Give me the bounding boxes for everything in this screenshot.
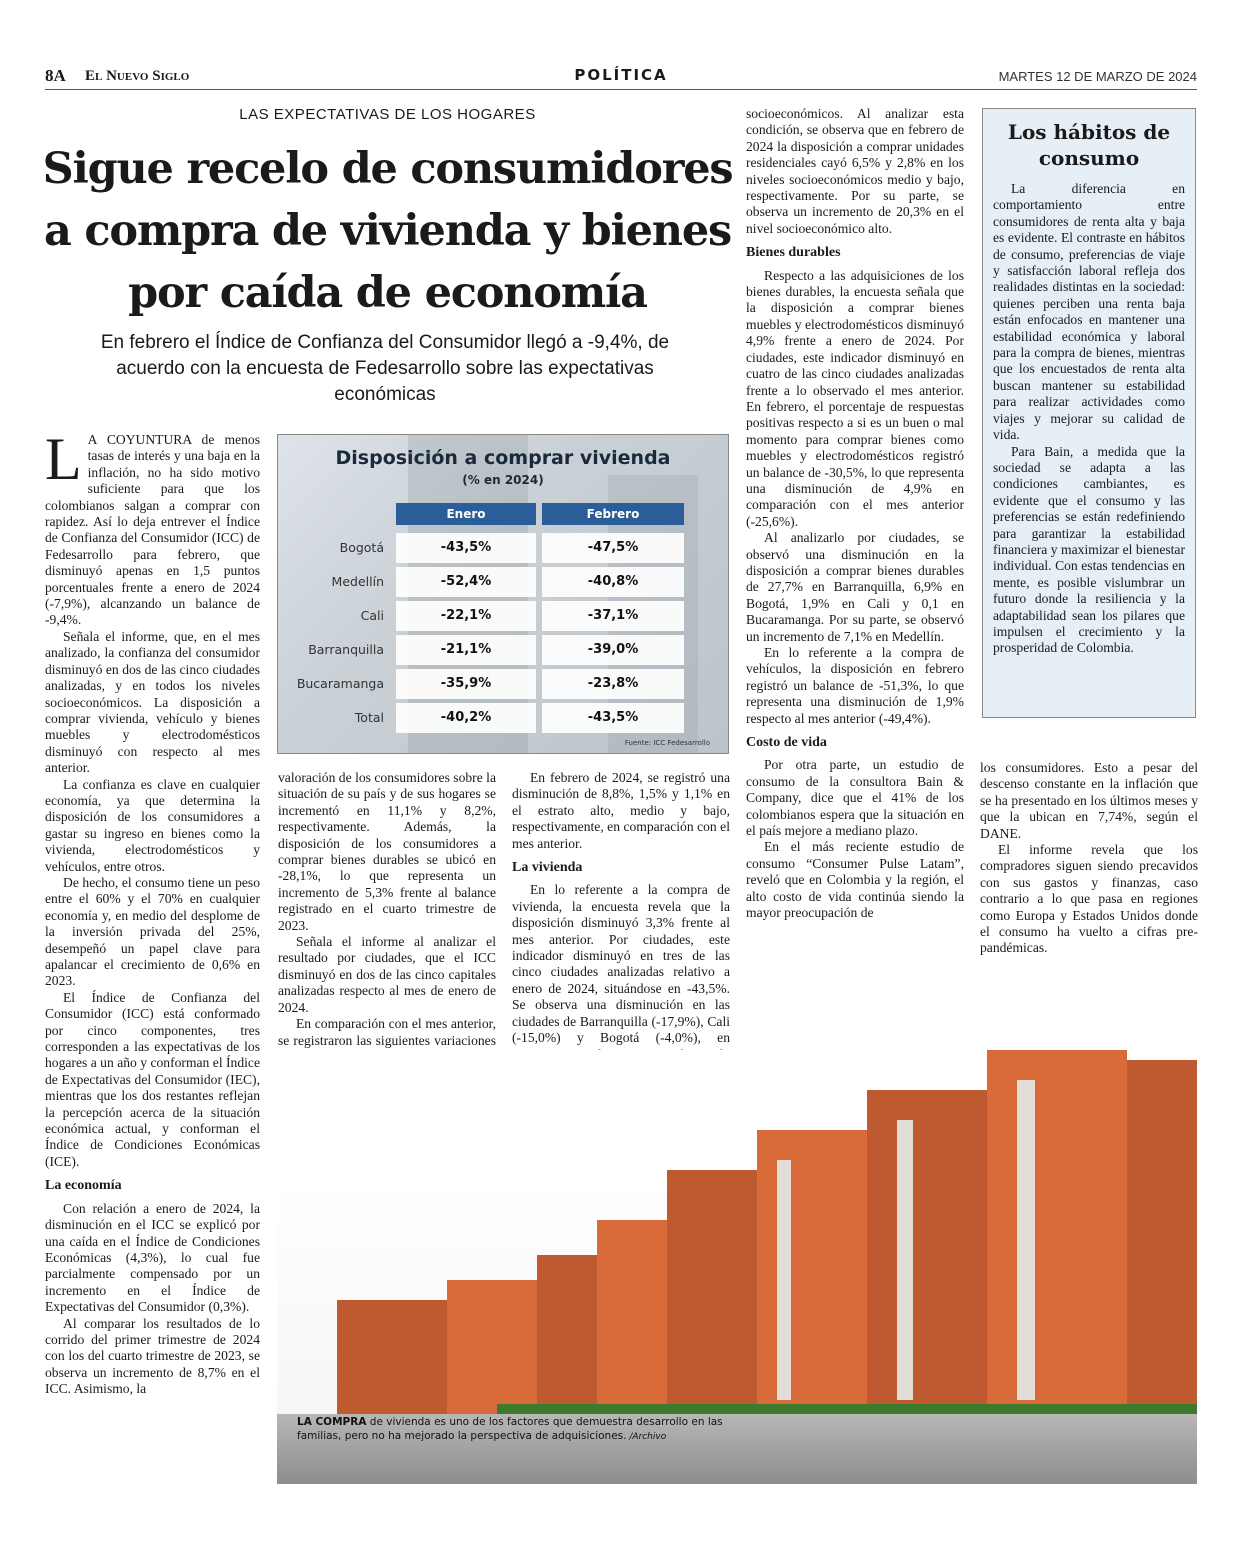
- building: [667, 1170, 757, 1440]
- subheading-vivienda: La vivienda: [512, 860, 583, 876]
- city-label: Total: [354, 710, 384, 725]
- table-row: [278, 565, 729, 599]
- section-name: POLÍTICA: [574, 66, 668, 84]
- cell-febrero: -23,8%: [542, 669, 684, 699]
- table-row: [278, 667, 729, 701]
- article-paragraph: En comparación con el mes anterior, se registraron las siguientes variaciones: [278, 1016, 496, 1048]
- table-row: [278, 701, 729, 735]
- article-headline: Sigue recelo de consumidores a compra de vivienda y bienes por caída de economía: [42, 144, 733, 318]
- sidebar-title: Los hábitos de consumo: [1007, 120, 1171, 170]
- article-paragraph: Señala el informe, que, en el mes analizado, la confianza del consumidor disminuyó en dos de las cinco ciudades analizadas, y en todos los niveles socioeconómicos. La disposición a comprar vivienda, vehículo y bienes muebles y electrodomésticos disminuyó con respecto al mes anterior.: [45, 628, 260, 776]
- window-column: [777, 1160, 791, 1400]
- page-header: [45, 66, 1197, 90]
- city-label: Cali: [360, 608, 384, 623]
- newspaper-name: El Nuevo Siglo: [85, 68, 190, 84]
- article-paragraph: Respecto a las adquisiciones de los bienes durables, la encuesta señala que la disposición a comprar bienes muebles y electrodomésticos disminuyó 4,9% frente a enero de 2024. Por ciudades, este indicador disminuyó en cuatro de las cinco ciudades analizadas frente a lo observado el mes anterior. En febrero, el porcentaje de respuestas positivas respecto a si es un buen o mal momento para comprar bienes como muebles y electrodomésticos registró un balance de -30,5%, lo que representa una disminución de 4,9% en comparación con el mes anterior (-25,6%).: [746, 267, 964, 529]
- article-paragraph: los consumidores. Esto a pesar del descenso constante en la inflación que se ha presentado en los últimos meses y que la ubican en 7,74%, según el DANE.: [980, 760, 1198, 841]
- article-paragraph: En febrero de 2024, se registró una disminución de 8,8%, 1,5% y 1,1% en el estrato alto, medio y bajo, respectivamente, en comparación con el mes anterior.: [512, 770, 730, 851]
- article-paragraph: En el más reciente estudio de consumo “Consumer Pulse Latam”, reveló que en Colombia y la región, el alto costo de vida continúa siendo la mayor preocupación de: [746, 839, 964, 921]
- article-paragraph: Al analizarlo por ciudades, se observó una disminución en la disposición a comprar bienes durables de 27,7% en Barranquilla, 6,9% en Bogotá, 1,9% en Cali y 0,1 en Bucaramanga. Por su parte, se observó un incremento de 7,1% en Medellín.: [746, 530, 964, 644]
- table-row: [278, 599, 729, 633]
- window-column: [1017, 1080, 1035, 1400]
- column-header-enero: Enero: [396, 503, 536, 525]
- city-label: Barranquilla: [308, 642, 384, 657]
- building: [867, 1090, 987, 1440]
- cell-enero: -21,1%: [396, 635, 536, 665]
- housing-photo: [277, 1050, 1197, 1484]
- cell-febrero: -39,0%: [542, 635, 684, 665]
- chart-subtitle: (% en 2024): [462, 473, 544, 487]
- building: [987, 1050, 1127, 1440]
- article-paragraph: valoración de los consumidores sobre la situación de su país y de sus hogares se incrementó en 11,1% y 8,2%, respectivamente. Además, la disposición de los consumidores a comprar bienes durables se ubicó en -28,1%, lo que representa un incremento de 5,3% frente al balance registrado en el cuarto trimestre de 2023.: [278, 770, 496, 933]
- drop-cap: L: [45, 426, 82, 492]
- column-header-febrero: Febrero: [542, 503, 684, 525]
- article-paragraph: L A COYUNTURA de menos tasas de interés y una baja en la inflación, no ha sido motivo suficiente para que los colombianos salgan a comprar con rapidez. Así lo deja entrever el Índice de Confianza del Consumidor (ICC) de Fedesarrollo para febrero, que disminuyó apenas en 1,5 puntos porcentuales frente a enero de 2024 (-7,9%), alcanzando un balance de -9,4%.: [45, 426, 260, 628]
- article-deck: En febrero el Índice de Confianza del Consumidor llegó a -9,4%, de acuerdo con la encuesta de Fedesarrollo sobre las expectativas económicas: [100, 332, 670, 405]
- article-paragraph: Señala el informe al analizar el resultado por ciudades, que el ICC disminuyó en dos de las cinco capitales analizadas respecto al mes de enero de 2024.: [278, 934, 496, 1015]
- sidebar-box: [982, 108, 1196, 718]
- chart-title: Disposición a comprar vivienda: [335, 447, 671, 469]
- window-column: [897, 1120, 913, 1400]
- article-paragraph: La confianza es clave en cualquier economía, ya que determina la disposición de los consumidores a gastar su ingreso en bienes como la vivienda, electrodomésticos y vehículos, entre otros.: [45, 776, 260, 874]
- subheading-economia: La economía: [45, 1178, 122, 1194]
- subheading-costo-de-vida: Costo de vida: [746, 735, 827, 751]
- article-column-1: [45, 426, 260, 1398]
- building: [597, 1220, 667, 1435]
- article-column-4: [746, 106, 964, 922]
- cell-febrero: -40,8%: [542, 567, 684, 597]
- table-row: [278, 531, 729, 565]
- city-label: Bogotá: [339, 540, 384, 555]
- cell-enero: -52,4%: [396, 567, 536, 597]
- table-row: [278, 633, 729, 667]
- article-paragraph: En lo referente a la compra de vehículos, la disposición en febrero registró un balance de -51,3%, lo que representa una disminución de 1,9% respecto al mes anterior (-49,4%).: [746, 645, 964, 726]
- cell-enero: -40,2%: [396, 703, 536, 733]
- article-paragraph: Con relación a enero de 2024, la disminución en el ICC se explicó por una caída en el Índice de Condiciones Económicas (4,3%), lo cual fue parcialmente compensado por un incremento en el Índice de Expectativas del Consumidor (0,3%).: [45, 1200, 260, 1315]
- cell-enero: -22,1%: [396, 601, 536, 631]
- page-number: 8A: [45, 66, 66, 85]
- building: [757, 1130, 867, 1440]
- article-paragraph: El informe revela que los compradores siguen siendo precavidos con sus gastos y finanzas, caso contrario a lo que pasa en regiones como Europa y Estados Unidos donde el consumo ha vuelto a cifras pre-pandémicas.: [980, 842, 1198, 956]
- photo-caption: LA COMPRA de vivienda es uno de los factores que demuestra desarrollo en las familias, pero no ha mejorado la perspectiva de adquisiciones. /Archivo: [297, 1416, 723, 1442]
- article-paragraph: Al comparar los resultados de lo corrido del primer trimestre de 2024 con los del cuarto trimestre de 2023, se observa un incremento de 8,7% en el ICC. Asimismo, la: [45, 1315, 260, 1397]
- city-label: Bucaramanga: [296, 676, 384, 691]
- article-paragraph: Por otra parte, un estudio de consumo de la consultora Bain & Company, dice que el 41% de los colombianos espera que la situación en el país mejore a mediano plazo.: [746, 757, 964, 839]
- article-paragraph: El Índice de Confianza del Consumidor (ICC) está conformado por cinco componentes, tres corresponden a las expectativas de los hogares a un año y conforman el Índice de Expectativas del Consumidor (IEC), mientras que los dos restantes reflejan la percepción acerca de la situación económica actual, y conforman el Índice de Condiciones Económicas (ICE).: [45, 989, 260, 1169]
- article-paragraph: De hecho, el consumo tiene un peso entre el 60% y el 70% en cualquier economía y, en medio del desplome de la inversión privada del 25%, desempeñó un papel clave para apalancar el crecimiento de 0,6% en 2023.: [45, 874, 260, 989]
- cell-febrero: -47,5%: [542, 533, 684, 563]
- cell-febrero: -37,1%: [542, 601, 684, 631]
- sidebar-paragraph: Para Bain, a medida que la sociedad se adapta a las condiciones cambiantes, es evidente que el consumo y las preferencias se están redefiniendo para garantizar la estabilidad financiera y maximizar el bienestar individual. Con estas tendencias en mente, es posible vislumbrar un futuro donde la resiliencia y la adaptabilidad sean los pilares que impulsen el crecimiento y la prosperidad de Colombia.: [993, 443, 1185, 656]
- cell-enero: -35,9%: [396, 669, 536, 699]
- cell-febrero: -43,5%: [542, 703, 684, 733]
- building: [337, 1300, 447, 1420]
- article-paragraph: socioeconómicos. Al analizar esta condición, se observa que en febrero de 2024 la disposición a comprar unidades residenciales cayó 6,5% y 2,8% en los niveles socioeconómicos medio y bajo, respectivamente. Por su parte, se observa un incremento de 20,3% en el nivel socioeconómico alto.: [746, 106, 964, 236]
- building: [1127, 1060, 1197, 1440]
- article-kicker: LAS EXPECTATIVAS DE LOS HOGARES: [239, 106, 536, 123]
- article-paragraph: En lo referente a la compra de vivienda, la encuesta revela que la disposición disminuyó 3,3% frente al mes anterior. Por ciudades, este indicador disminuyó en tres de las cinco ciudades analizadas relativo a enero de 2024, situándose en -43,5%. Se observa una disminución en las ciudades de Barranquilla (-17,9%), Cali (-15,0%) y Bogotá (-4,0%), en: [512, 882, 730, 1046]
- building: [447, 1280, 537, 1420]
- subheading-bienes-durables: Bienes durables: [746, 245, 841, 261]
- chart-source: Fuente: ICC Fedesarrollo: [624, 739, 710, 747]
- issue-date: MARTES 12 DE MARZO DE 2024: [998, 69, 1197, 84]
- sidebar-paragraph: La diferencia en comportamiento entre consumidores de renta alta y baja es evidente. El contraste en hábitos de consumo, preferencias de viaje y satisfacción laboral refleja dos realidades distintas en la sociedad: quienes perciben una renta baja están enfocados en mantener una estabilidad económica y laboral para la compra de bienes, mientras que los encuestados de renta alta buscan mantener su estabilidad para realizar actividades como viajes y mejorar su calidad de vida.: [993, 181, 1185, 443]
- housing-disposition-table: [277, 434, 729, 754]
- city-label: Medellín: [331, 574, 384, 589]
- article-column-5: [980, 760, 1198, 957]
- photo-credit: /Archivo: [626, 1432, 667, 1442]
- cell-enero: -43,5%: [396, 533, 536, 563]
